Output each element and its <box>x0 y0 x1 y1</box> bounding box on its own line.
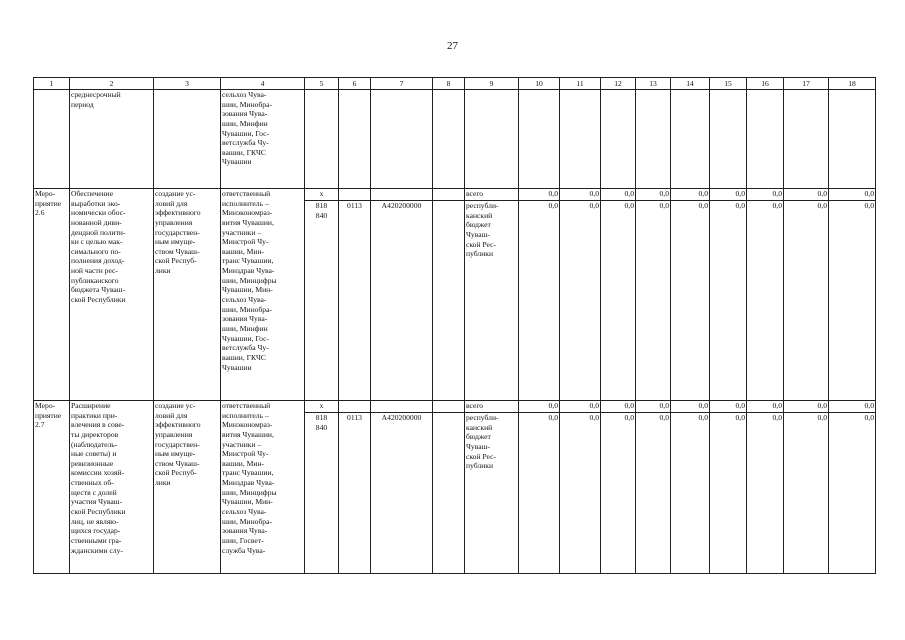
gr-code: x <box>305 189 339 201</box>
year-amount: 0,0 <box>519 413 560 574</box>
section-code: 0113 <box>339 413 371 574</box>
year-amount: 0,0 <box>747 189 784 201</box>
column-number-17: 17 <box>784 78 829 90</box>
column-number-18: 18 <box>829 78 876 90</box>
measure-participants: ответственный исполнитель – Минэкономраз- вития Чувашии, участники – Минстрой Чу- вашии, Мин- транс Чувашии, Минздрав Чува- шии, Минцифры Чувашии, Мин- сельхоз Чува- шии, Минобра- зования Чува- шии, Минфин Чувашии, Гос- ветслужба Чу- вашии, ГКЧС Чувашии <box>221 189 305 401</box>
year-amount: 0,0 <box>636 401 671 413</box>
measure-number: Меро- приятие 2.7 <box>34 401 70 574</box>
year-amount: 0,0 <box>519 201 560 401</box>
year-amount: 0,0 <box>601 201 636 401</box>
page-number: 27 <box>447 40 458 52</box>
continuation-participants: сельхоз Чува- шии, Минобра- зования Чува- шии, Минфин Чувашии, Гос- ветслужба Чу- вашии, ГКЧС Чувашии <box>221 90 305 189</box>
year-amount: 0,0 <box>710 201 747 401</box>
year-amount: 0,0 <box>747 413 784 574</box>
column-number-16: 16 <box>747 78 784 90</box>
year-amount: 0,0 <box>747 201 784 401</box>
column-number-12: 12 <box>601 78 636 90</box>
gr-code: 818 840 <box>305 413 339 574</box>
year-amount: 0,0 <box>560 401 601 413</box>
year-amount: 0,0 <box>601 413 636 574</box>
column-number-7: 7 <box>371 78 433 90</box>
measure-row <box>34 401 876 413</box>
year-amount: 0,0 <box>829 401 876 413</box>
column-number-9: 9 <box>465 78 519 90</box>
target-article-code <box>371 189 433 201</box>
year-amount: 0,0 <box>560 201 601 401</box>
expense-type-code <box>433 189 465 201</box>
program-table <box>33 77 876 574</box>
year-amount: 0,0 <box>636 201 671 401</box>
year-amount: 0,0 <box>829 201 876 401</box>
year-amount: 0,0 <box>784 201 829 401</box>
year-amount: 0,0 <box>784 413 829 574</box>
year-amount: 0,0 <box>519 189 560 201</box>
section-code <box>339 189 371 201</box>
year-amount: 0,0 <box>784 401 829 413</box>
year-amount: 0,0 <box>710 401 747 413</box>
year-amount: 0,0 <box>671 401 710 413</box>
year-amount: 0,0 <box>671 201 710 401</box>
column-number-3: 3 <box>154 78 221 90</box>
continuation-row <box>34 90 876 189</box>
continuation-goal: среднесрочный период <box>70 90 154 189</box>
expense-type-code <box>433 413 465 574</box>
target-article-code: A420200000 <box>371 413 433 574</box>
column-number-1: 1 <box>34 78 70 90</box>
year-amount: 0,0 <box>784 189 829 201</box>
target-article-code: A420200000 <box>371 201 433 401</box>
year-amount: 0,0 <box>710 413 747 574</box>
year-amount: 0,0 <box>560 189 601 201</box>
column-number-13: 13 <box>636 78 671 90</box>
expense-type-code <box>433 401 465 413</box>
measure-number: Меро- приятие 2.6 <box>34 189 70 401</box>
column-number-14: 14 <box>671 78 710 90</box>
expense-type-code <box>433 201 465 401</box>
year-amount: 0,0 <box>601 401 636 413</box>
section-code <box>339 401 371 413</box>
column-number-11: 11 <box>560 78 601 90</box>
target-article-code <box>371 401 433 413</box>
column-number-5: 5 <box>305 78 339 90</box>
year-amount: 0,0 <box>747 401 784 413</box>
funding-source: республи- канский бюджет Чуваш- ской Рес- публики <box>465 413 519 574</box>
column-number-2: 2 <box>70 78 154 90</box>
year-amount: 0,0 <box>671 189 710 201</box>
column-number-15: 15 <box>710 78 747 90</box>
year-amount: 0,0 <box>829 189 876 201</box>
gr-code: 818 840 <box>305 201 339 401</box>
column-number-10: 10 <box>519 78 560 90</box>
column-number-6: 6 <box>339 78 371 90</box>
gr-code: x <box>305 401 339 413</box>
column-number-8: 8 <box>433 78 465 90</box>
measure-name: Обеспечение выработки эко- номически обос- нованной диви- дендной полити- ки с целью мак- симального по- полнения доход- ной части рес- публиканского бюджета Чуваш- ской Республики <box>70 189 154 401</box>
column-number-4: 4 <box>221 78 305 90</box>
year-amount: 0,0 <box>829 413 876 574</box>
year-amount: 0,0 <box>601 189 636 201</box>
year-amount: 0,0 <box>636 413 671 574</box>
year-amount: 0,0 <box>710 189 747 201</box>
measure-result: создание ус- ловий для эффективного управления государствен- ным имуще- ством Чуваш- ской Респуб- лики <box>154 189 221 401</box>
year-amount: 0,0 <box>671 413 710 574</box>
section-code: 0113 <box>339 201 371 401</box>
measure-result: создание ус- ловий для эффективного управления государствен- ным имуще- ством Чуваш- ской Респуб- лики <box>154 401 221 574</box>
column-number-row <box>34 78 876 90</box>
measure-name: Расширение практики при- влечения в сове- ты директоров (наблюдатель- ные советы) и ревизионные комиссии хозяй- ственных об- ществ с долей участия Чуваш- ской Республики лиц, не являю- щихся государ- ственными гра- жданскими слу- <box>70 401 154 574</box>
measure-row <box>34 189 876 201</box>
funding-source: республи- канский бюджет Чуваш- ской Рес- публики <box>465 201 519 401</box>
year-amount: 0,0 <box>519 401 560 413</box>
measure-participants: ответственный исполнитель – Минэкономраз- вития Чувашии, участники – Минстрой Чу- вашии, Мин- транс Чувашии, Минздрав Чува- шии, Минцифры Чувашии, Мин- сельхоз Чува- шии, Минобра- зования Чува- шии, Госвет- служба Чува- <box>221 401 305 574</box>
funding-source: всего <box>465 189 519 201</box>
funding-source: всего <box>465 401 519 413</box>
year-amount: 0,0 <box>636 189 671 201</box>
year-amount: 0,0 <box>560 413 601 574</box>
